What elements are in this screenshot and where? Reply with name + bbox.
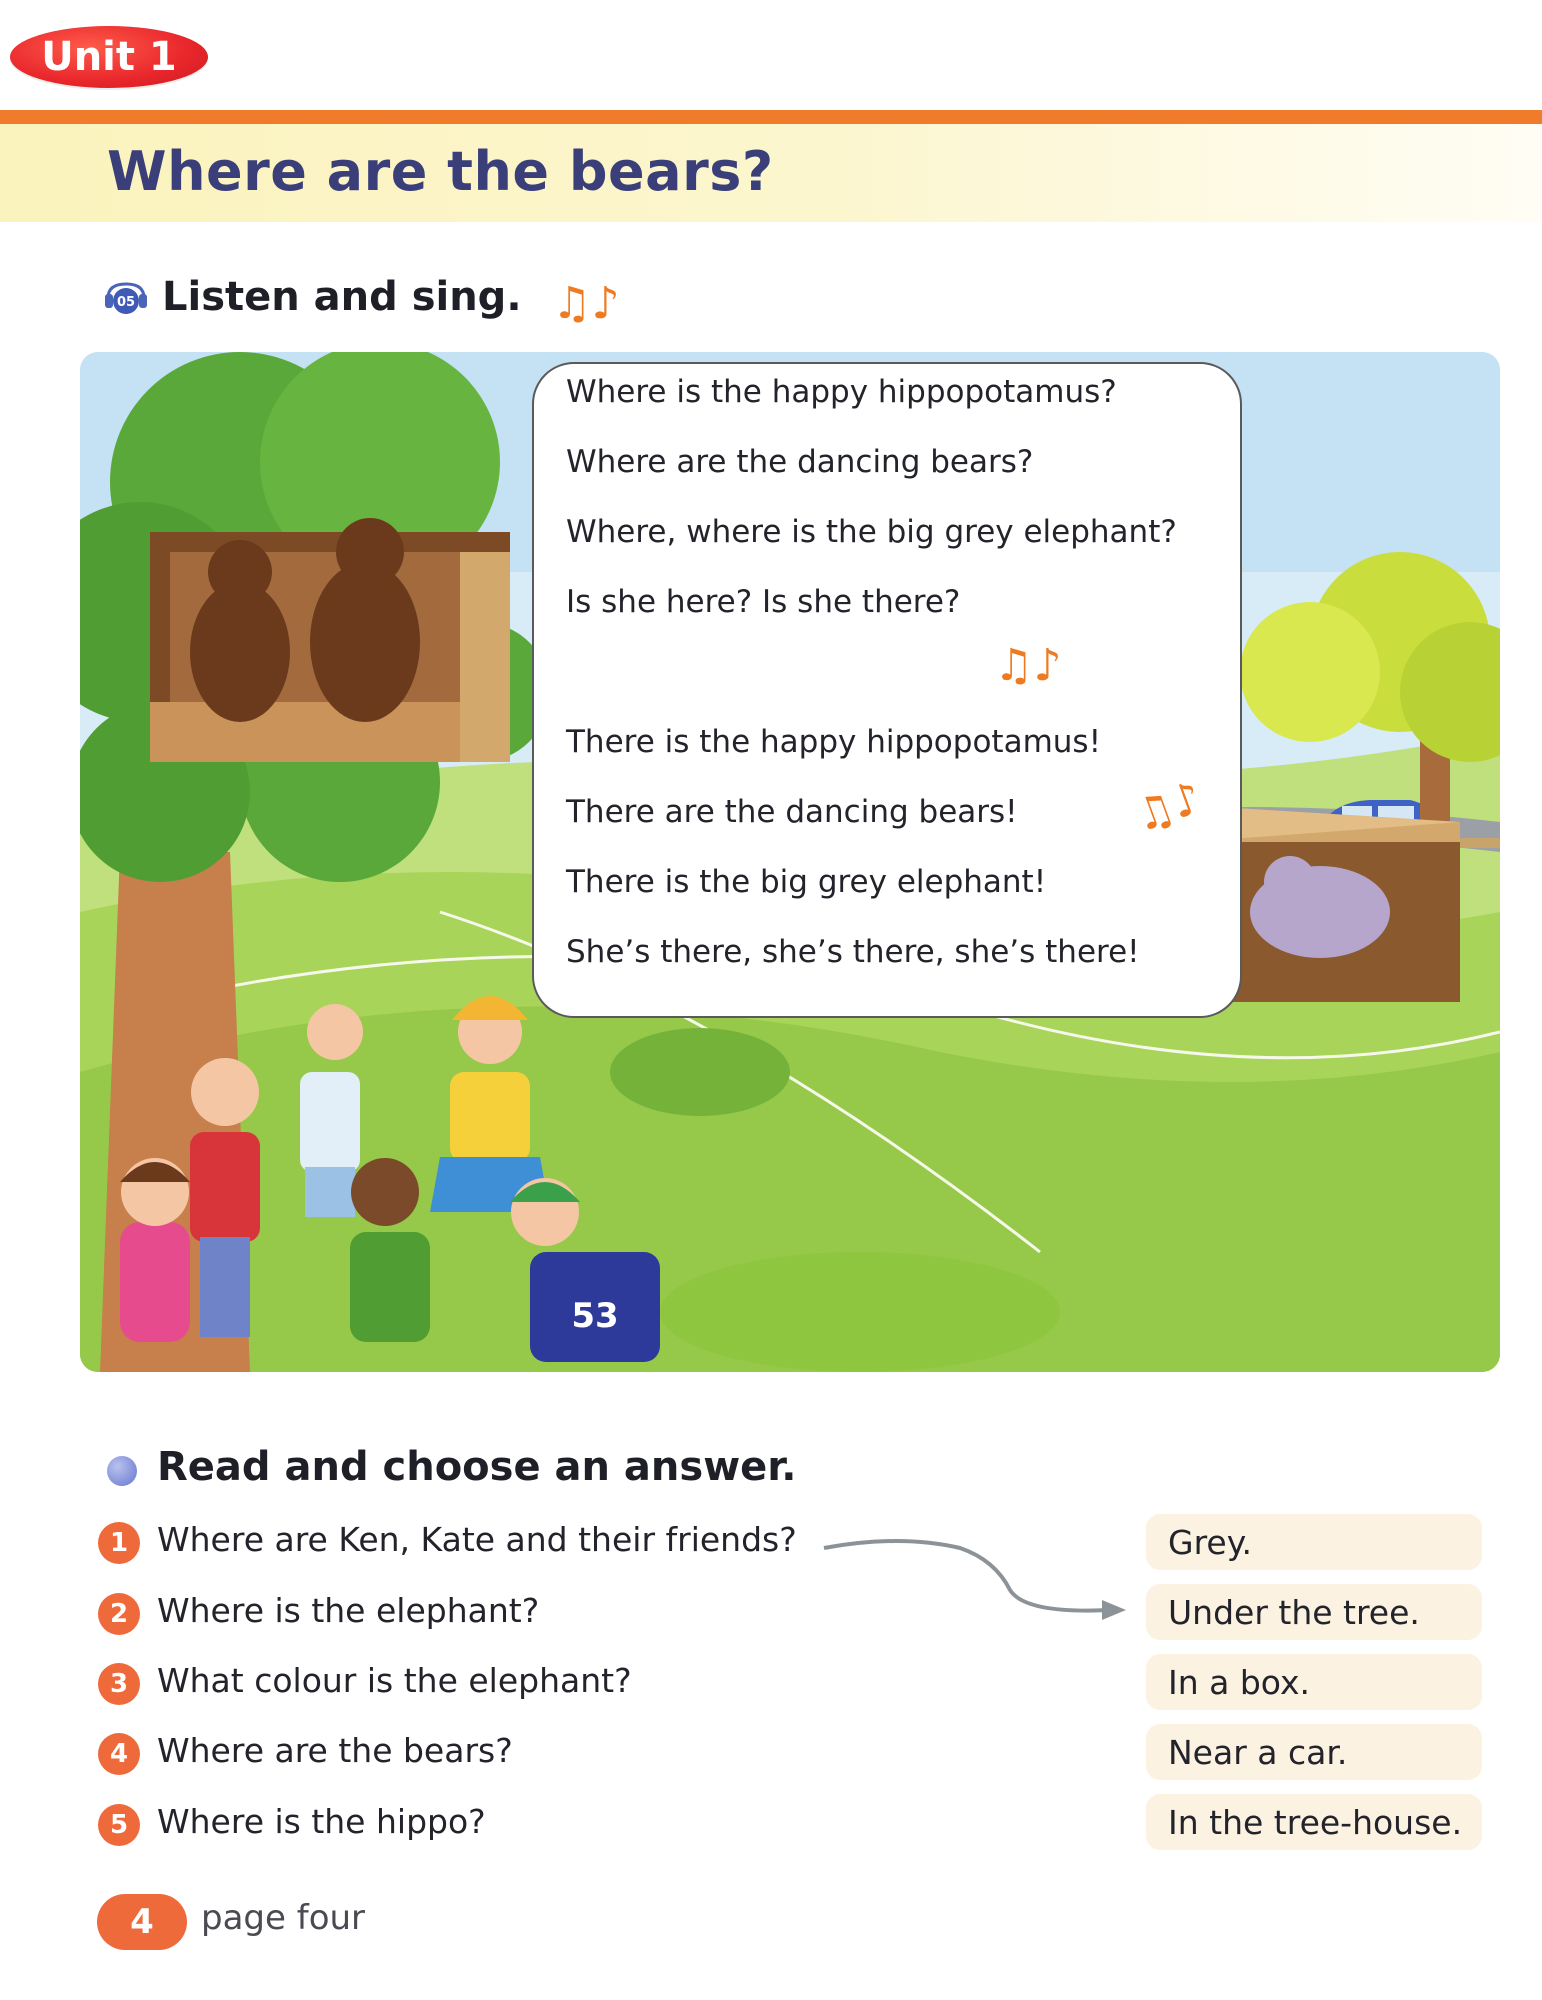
read-heading: Read and choose an answer. xyxy=(157,1444,797,1490)
answer-option[interactable]: Near a car. xyxy=(1146,1724,1482,1780)
lyric-line: Where is the happy hippopotamus? xyxy=(566,374,1117,410)
answer-option[interactable]: Under the tree. xyxy=(1146,1584,1482,1640)
question-text: Where is the hippo? xyxy=(157,1802,486,1841)
audio-track-number: 05 xyxy=(116,295,136,310)
example-arrow-icon xyxy=(820,1530,1150,1630)
question-text: Where are the bears? xyxy=(157,1731,513,1770)
lyric-line: Where, where is the big grey elephant? xyxy=(566,514,1177,550)
answer-option[interactable]: In the tree-house. xyxy=(1146,1794,1482,1850)
answer-option[interactable]: In a box. xyxy=(1146,1654,1482,1710)
lyric-line: She’s there, she’s there, she’s there! xyxy=(566,934,1140,970)
unit-badge: Unit 1 xyxy=(10,26,208,88)
question-number: 3 xyxy=(98,1663,140,1705)
header-rule xyxy=(0,110,1542,124)
section-bullet-icon xyxy=(107,1456,137,1486)
question-number: 4 xyxy=(98,1733,140,1775)
listen-heading: Listen and sing. xyxy=(162,274,522,320)
music-note-icon: ♫♪ xyxy=(552,278,620,329)
music-note-icon: ♫♪ xyxy=(994,640,1062,691)
song-lyrics-box xyxy=(532,362,1242,1018)
page-number-badge: 4 xyxy=(97,1894,187,1950)
page-number-text: page four xyxy=(201,1898,366,1938)
audio-track-icon[interactable] xyxy=(104,280,148,316)
question-text: Where are Ken, Kate and their friends? xyxy=(157,1520,797,1559)
page-title: Where are the bears? xyxy=(107,140,774,203)
question-text: What colour is the elephant? xyxy=(157,1661,632,1700)
question-number: 1 xyxy=(98,1522,140,1564)
music-note-icon: ♫♪ xyxy=(1127,771,1209,844)
lyric-line: There are the dancing bears! xyxy=(566,794,1018,830)
lyric-line: There is the happy hippopotamus! xyxy=(566,724,1101,760)
lyric-line: Where are the dancing bears? xyxy=(566,444,1034,480)
answer-option[interactable]: Grey. xyxy=(1146,1514,1482,1570)
question-text: Where is the elephant? xyxy=(157,1591,540,1630)
lyric-line: There is the big grey elephant! xyxy=(566,864,1047,900)
question-number: 2 xyxy=(98,1593,140,1635)
shirt-number: 53 xyxy=(571,1296,619,1336)
question-number: 5 xyxy=(98,1804,140,1846)
lyric-line: Is she here? Is she there? xyxy=(566,584,961,620)
